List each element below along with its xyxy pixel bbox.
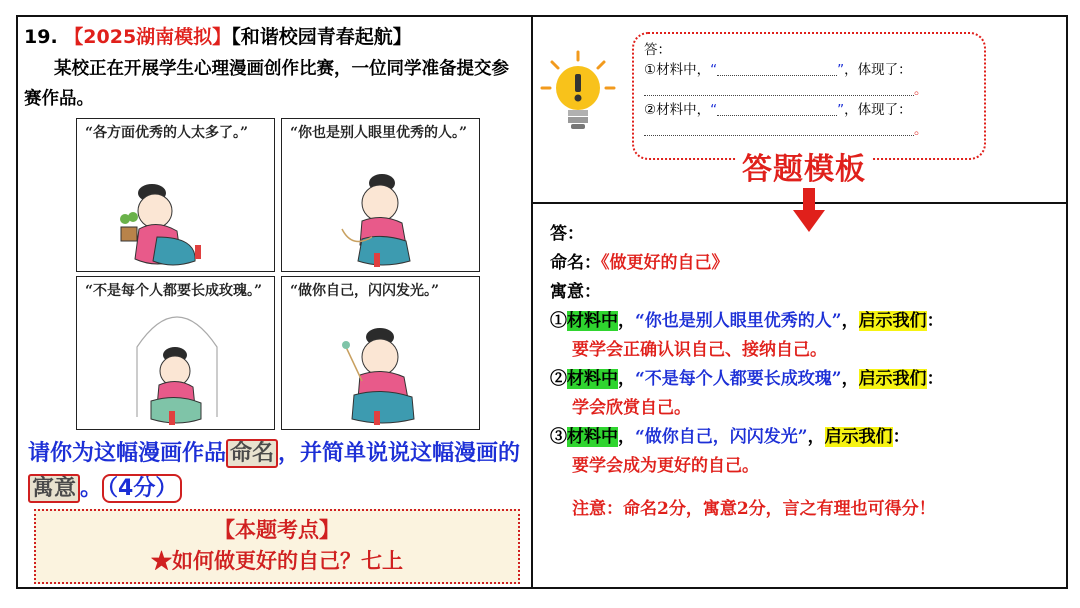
answer-item-enlight: 启示我们 bbox=[858, 311, 927, 331]
answer-name-label: 命名： bbox=[550, 253, 601, 273]
comic-panel-2 bbox=[281, 118, 480, 272]
vertical-divider bbox=[531, 15, 533, 589]
template-open-quote-2: “ bbox=[710, 102, 718, 118]
key-point-box bbox=[34, 509, 520, 584]
template-open-quote-1: “ bbox=[710, 62, 718, 78]
answer-item-num: ② bbox=[550, 369, 567, 389]
question-prompt bbox=[28, 436, 528, 506]
template-blank-2b bbox=[644, 125, 914, 136]
answer-item-colon: ： bbox=[926, 369, 944, 389]
answer-item-lesson-2 bbox=[550, 394, 1060, 423]
template-line-1 bbox=[644, 60, 974, 80]
comic-caption-2: “你也是别人眼里优秀的人。” bbox=[290, 125, 468, 141]
key-point-text: ★如何做更好的自己？七上 bbox=[151, 548, 403, 573]
answer-item-2 bbox=[550, 365, 1060, 394]
comic-strip bbox=[76, 118, 482, 432]
question-source: 【2025湖南模拟】 bbox=[64, 26, 232, 48]
answer-name-value: 《做更好的自己》 bbox=[601, 253, 729, 273]
answer-item-lesson: 要学会成为更好的自己。 bbox=[572, 456, 759, 476]
comic-caption-1: “各方面优秀的人太多了。” bbox=[85, 125, 249, 141]
answer-meaning-label: 寓意： bbox=[550, 282, 601, 302]
template-answer-label: 答： bbox=[644, 42, 671, 58]
prompt-part1: 请你为这幅漫画作品 bbox=[28, 441, 227, 466]
answer-item-quote: “做你自己，闪闪发光” bbox=[635, 427, 808, 447]
answer-item-colon: ： bbox=[892, 427, 910, 447]
answer-note-text: 注意：命名2分，寓意2分，言之有理也可得分！ bbox=[572, 499, 936, 519]
template-line2-prefix: ②材料中， bbox=[644, 102, 711, 118]
answer-item-comma2: ， bbox=[841, 311, 859, 331]
answer-item-quote: “不是每个人都要长成玫瑰” bbox=[635, 369, 842, 389]
answer-item-lesson-1 bbox=[550, 336, 1060, 365]
prompt-boxed-naming: 命名 bbox=[226, 439, 278, 468]
question-intro bbox=[24, 54, 519, 114]
question-intro-text: 某校正在开展学生心理漫画创作比赛，一位同学准备提交参赛作品。 bbox=[24, 59, 509, 109]
prompt-part3: 。 bbox=[80, 476, 103, 501]
answer-item-comma2: ， bbox=[807, 427, 825, 447]
prompt-boxed-meaning: 寓意 bbox=[28, 474, 80, 503]
comic-panel-1 bbox=[76, 118, 275, 272]
question-topic: 【和谐校园青春起航】 bbox=[231, 26, 412, 48]
answer-item-quote: “你也是别人眼里优秀的人” bbox=[635, 311, 842, 331]
template-line-1b bbox=[644, 80, 974, 100]
question-heading bbox=[24, 22, 412, 49]
template-line-2 bbox=[644, 100, 974, 120]
template-close-quote-1: ” bbox=[837, 62, 845, 78]
prompt-score: （4分） bbox=[102, 474, 182, 503]
comic-panel-4 bbox=[281, 276, 480, 430]
template-line2-mid: ，体现了： bbox=[844, 102, 912, 118]
template-blank-1b bbox=[644, 85, 914, 96]
answer-item-enlight: 启示我们 bbox=[858, 369, 927, 389]
answer-item-enlight: 启示我们 bbox=[824, 427, 893, 447]
template-line1-mid: ，体现了： bbox=[844, 62, 912, 78]
prompt-part2: ，并简单说说这幅漫画的 bbox=[278, 441, 521, 466]
answer-item-lesson: 学会欣赏自己。 bbox=[572, 398, 691, 418]
template-blank-2 bbox=[717, 105, 837, 116]
answer-label: 答： bbox=[550, 224, 584, 244]
key-point-title: 【本题考点】 bbox=[214, 518, 340, 542]
answer-item-lesson: 要学会正确认识自己、接纳自己。 bbox=[572, 340, 827, 360]
template-line-2b bbox=[644, 120, 974, 140]
answer-item-material: 材料中 bbox=[567, 311, 618, 331]
comic-caption-4: “做你自己，闪闪发光。” bbox=[290, 283, 440, 299]
answer-item-colon: ： bbox=[926, 311, 944, 331]
lightbulb-icon bbox=[540, 50, 616, 134]
answer-item-material: 材料中 bbox=[567, 369, 618, 389]
answer-template-box bbox=[632, 32, 986, 160]
answer-item-3 bbox=[550, 423, 1060, 452]
answer-item-num: ③ bbox=[550, 427, 567, 447]
question-number: 19. bbox=[24, 26, 58, 48]
comic-caption-3: “不是每个人都要长成玫瑰。” bbox=[85, 283, 263, 299]
template-blank-1 bbox=[717, 65, 837, 76]
answer-item-comma: ， bbox=[618, 369, 635, 389]
model-answer bbox=[550, 220, 1060, 524]
answer-note bbox=[550, 495, 1060, 524]
template-period-1: 。 bbox=[914, 82, 928, 98]
answer-item-material: 材料中 bbox=[567, 427, 618, 447]
template-title: 答题模板 bbox=[736, 144, 872, 188]
answer-item-1 bbox=[550, 307, 1060, 336]
answer-name-row bbox=[550, 249, 1060, 278]
template-close-quote-2: ” bbox=[837, 102, 845, 118]
template-period-2: 。 bbox=[914, 122, 928, 138]
comic-panel-3 bbox=[76, 276, 275, 430]
answer-item-num: ① bbox=[550, 311, 567, 331]
answer-item-comma: ， bbox=[618, 427, 635, 447]
answer-item-comma: ， bbox=[618, 311, 635, 331]
answer-item-lesson-3 bbox=[550, 452, 1060, 481]
answer-item-comma2: ， bbox=[841, 369, 859, 389]
template-line1-prefix: ①材料中， bbox=[644, 62, 711, 78]
